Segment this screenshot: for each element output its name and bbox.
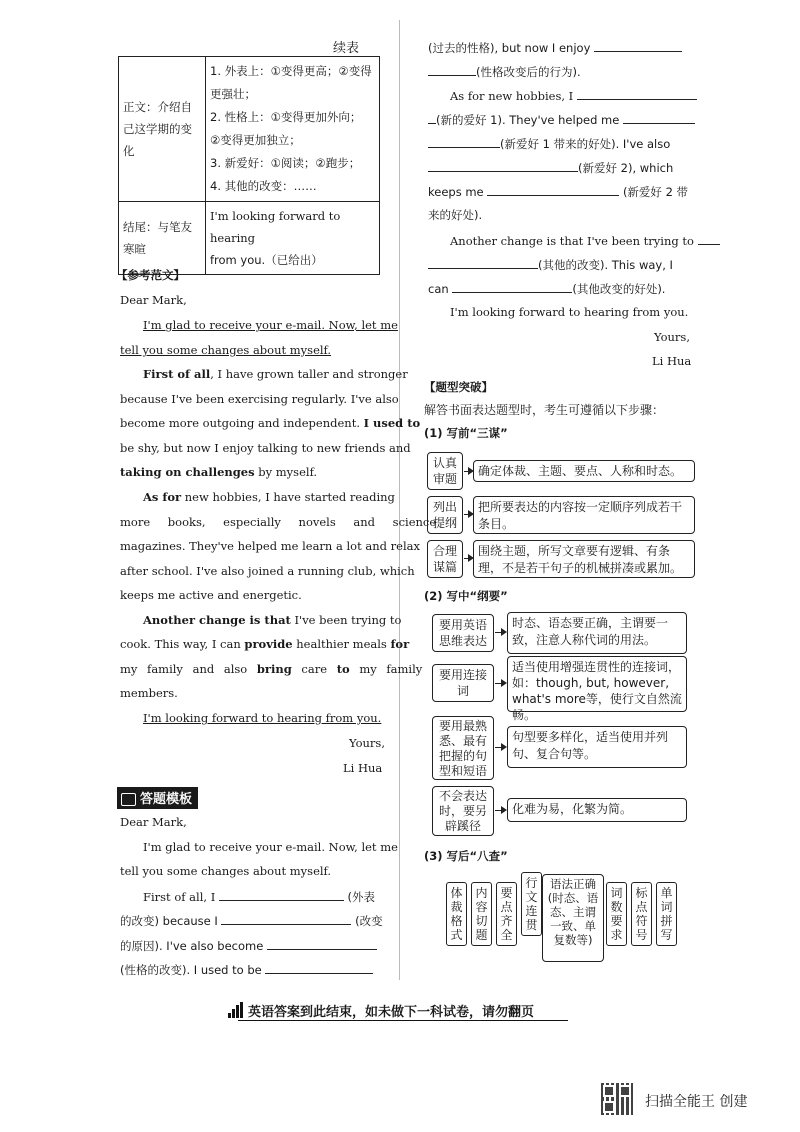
answer-blank[interactable] (428, 112, 436, 124)
template-greeting: Dear Mark, (120, 815, 187, 829)
sample-line: because I've been exercising regularly. I've also (120, 392, 399, 406)
arrow-icon (464, 558, 472, 559)
template-line: (新的爱好 1). They've helped me (428, 112, 695, 127)
sample-line: become more outgoing and independent. I used to (120, 416, 421, 430)
table-row-content: I'm looking forward to hearing from you.（已给出） (206, 202, 380, 275)
check-item: 内容切题 (471, 882, 492, 946)
sample-line: after school. I've also joined a running club, which (120, 564, 415, 578)
check-item: 单词拼写 (656, 882, 677, 946)
breakthrough-heading: 【题型突破】 (424, 380, 493, 394)
footer-rule (238, 1020, 568, 1021)
step-key: 列出提纲 (427, 496, 463, 534)
continued-label: 续表 (333, 41, 360, 56)
check-item: 行文连贯 (521, 872, 542, 936)
sample-signature: Li Hua (343, 761, 383, 775)
step-value: 把所要表达的内容按一定顺序列成若干条目。 (473, 496, 695, 534)
table-row-label: 正文：介绍自己这学期的变化 (119, 57, 206, 202)
template-line: (性格的改变). I used to be (120, 962, 373, 977)
sample-heading: 【参考范文】 (116, 268, 185, 282)
sample-opening: I'm glad to receive your e-mail. Now, let me (143, 318, 398, 332)
answer-blank[interactable] (623, 112, 695, 124)
table-row-content: 1. 外表上：①变得更高；②变得更强壮； 2. 性格上：①变得更加外向； ②变得更加独立； 3. 新爱好：①阅读；②跑步； 4. 其他的改变：…… (206, 57, 380, 202)
table-row-label: 结尾：与笔友寒暄 (119, 202, 206, 275)
sample-paragraph-3: Another change is that I've been trying to (143, 613, 402, 627)
template-line: First of all, I (外表 (143, 890, 376, 904)
template-line: (新爱好 2), which (428, 160, 673, 175)
section-title: (1) 写前“三谋” (424, 426, 508, 440)
sample-yours: Yours, (349, 736, 385, 750)
check-item: 标点符号 (631, 882, 652, 946)
template-heading-badge: 答题模板 (117, 787, 198, 809)
template-line: 的改变) because I (改变 (120, 914, 383, 928)
template-line: 的原因). I've also become (120, 938, 377, 953)
template-line: As for new hobbies, I (450, 88, 697, 103)
step-key: 认真审题 (427, 452, 463, 490)
answer-blank[interactable] (594, 40, 682, 52)
sample-greeting: Dear Mark, (120, 293, 187, 307)
template-line: (新爱好 1 带来的好处). I've also (428, 136, 670, 151)
answer-blank[interactable] (577, 88, 697, 100)
answer-blank[interactable] (428, 160, 578, 172)
book-icon (121, 793, 136, 806)
sample-paragraph-1: First of all, I have grown taller and stronger (143, 367, 408, 381)
sample-paragraph-2: As for new hobbies, I have started reading (143, 490, 395, 504)
answer-blank[interactable] (221, 913, 351, 925)
answer-blank[interactable] (219, 889, 344, 901)
step-key: 要用最熟悉、最有把握的句型和短语 (432, 716, 494, 780)
sample-line: taking on challenges by myself. (120, 465, 318, 479)
sample-line: cook. This way, I can provide healthier meals for (120, 637, 410, 651)
step-value: 句型要多样化，适当使用并列句、复合句等。 (507, 726, 687, 768)
arrow-icon (495, 810, 505, 811)
sample-line: members. (120, 686, 178, 700)
answer-blank[interactable] (452, 281, 572, 293)
breakthrough-intro: 解答书面表达题型时，考生可遵循以下步骤： (424, 403, 665, 417)
section-title: (2) 写中“纲要” (424, 589, 508, 603)
answer-blank[interactable] (487, 184, 619, 196)
template-line: (过去的性格), but now I enjoy (428, 40, 682, 55)
sample-opening: tell you some changes about myself. (120, 343, 332, 357)
step-value: 适当使用增强连贯性的连接词，如：though, but, however, what's more等，使行文自然流畅。 (507, 656, 687, 712)
answer-blank[interactable] (698, 233, 720, 245)
template-line: Another change is that I've been trying to (450, 233, 720, 248)
arrow-icon (495, 683, 505, 684)
arrow-icon (464, 471, 472, 472)
template-signature: Li Hua (652, 354, 692, 368)
check-item: 语法正确(时态、语态、主谓一致、单复数等) (542, 874, 604, 962)
template-opening: I'm glad to receive your e-mail. Now, let me (143, 840, 398, 854)
sample-line: my family and also bring care to my family (120, 662, 423, 676)
template-line: 来的好处). (428, 208, 483, 222)
answer-blank[interactable] (265, 962, 373, 974)
section-title: (3) 写后“八查” (424, 849, 508, 863)
arrow-icon (495, 632, 505, 633)
answer-blank[interactable] (428, 64, 476, 76)
signal-bars-icon (228, 1002, 244, 1018)
sample-line: keeps me active and energetic. (120, 588, 302, 602)
answer-blank[interactable] (428, 136, 500, 148)
step-key: 合理谋篇 (427, 540, 463, 578)
step-value: 化难为易，化繁为简。 (507, 798, 687, 822)
step-value: 围绕主题，所写文章要有逻辑、有条理，不是若干句子的机械拼凑或累加。 (473, 540, 695, 578)
template-yours: Yours, (654, 330, 690, 344)
sample-line: magazines. They've helped me learn a lot and relax (120, 539, 420, 553)
arrow-icon (495, 747, 505, 748)
end-note: 英语答案到此结束，如未做下一科试卷，请勿翻页 (248, 1005, 535, 1020)
column-divider (399, 20, 400, 980)
answer-blank[interactable] (267, 938, 377, 950)
step-value: 确定体裁、主题、要点、人称和时态。 (473, 460, 695, 482)
step-value: 时态、语态要正确，主谓要一致，注意人称代词的用法。 (507, 612, 687, 654)
template-line: can (其他改变的好处). (428, 282, 666, 296)
template-line: (性格改变后的行为). (428, 64, 581, 79)
template-line: (其他的改变). This way, I (428, 257, 673, 272)
sample-closing: I'm looking forward to hearing from you. (143, 711, 382, 725)
template-line: keeps me (新爱好 2 带 (428, 185, 689, 199)
watermark-text: 扫描全能王 创建 (645, 1094, 748, 1110)
qr-code-icon (601, 1083, 633, 1115)
sample-line: be shy, but now I enjoy talking to new friends and (120, 441, 411, 455)
arrow-icon (464, 514, 472, 515)
step-key: 要用英语思维表达 (432, 614, 494, 652)
answer-blank[interactable] (428, 257, 538, 269)
outline-table (118, 56, 380, 275)
check-item: 体裁格式 (446, 882, 467, 946)
step-key: 不会表达时，要另辟蹊径 (432, 786, 494, 836)
template-opening: tell you some changes about myself. (120, 864, 332, 878)
template-closing: I'm looking forward to hearing from you. (450, 305, 689, 319)
check-item: 词数要求 (606, 882, 627, 946)
check-item: 要点齐全 (496, 882, 517, 946)
step-key: 要用连接词 (432, 664, 494, 702)
sample-line: more books, especially novels and science (120, 515, 437, 529)
